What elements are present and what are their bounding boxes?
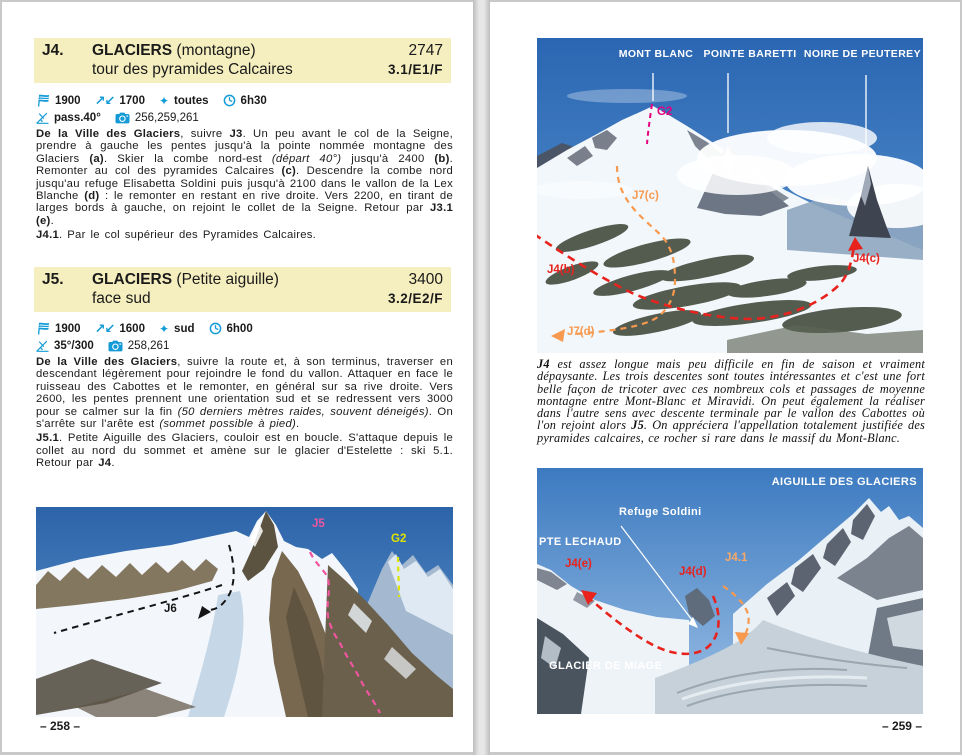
route-header-j4 <box>34 38 451 83</box>
page-gutter <box>473 0 490 755</box>
route-label-g2: G2 <box>391 533 407 545</box>
camera-icon <box>115 112 130 124</box>
orientation-stat: ✦ toutes <box>158 93 209 108</box>
up-down-arrows-icon: ↗↙ <box>94 92 115 108</box>
ascent-stat: 1900 <box>36 322 81 335</box>
route-subtitle: face sud <box>92 290 151 307</box>
slope-angle-icon <box>36 340 49 352</box>
route-description-j5 <box>36 356 453 472</box>
duration-stat: 6h30 <box>223 94 267 107</box>
route-grade: 3.2/E2/F <box>387 291 443 306</box>
route-header-j5 <box>34 267 451 312</box>
slope-stat: pass.40° <box>36 112 101 124</box>
route-grade: 3.1/E1/F <box>387 62 443 77</box>
glacier-label-miage: GLACIER DE MIAGE <box>549 660 663 672</box>
orientation-diamond-icon: ✦ <box>158 93 170 108</box>
clock-icon <box>223 94 236 107</box>
orientation-diamond-icon: ✦ <box>158 321 170 336</box>
slope-angle-icon <box>36 112 49 124</box>
flag-icon <box>36 322 50 335</box>
route-stats-j4 <box>36 92 453 126</box>
route-photo-petite-aiguille <box>36 507 453 717</box>
route-description-j4 <box>36 128 453 244</box>
paragraph-variant: J5.1. Petite Aiguille des Glaciers, couloir est en boucle. S'attaque depuis le collet au nord du sommet et amène sur le glacier d'Estelette : ski 5.1. Retour par J4. <box>36 432 453 470</box>
peak-label-mont-blanc: MONT BLANC <box>618 48 694 60</box>
duration-stat: 6h00 <box>209 322 253 335</box>
peak-label-pte-lechaud: PTE LECHAUD <box>539 536 622 548</box>
page-left <box>2 2 473 752</box>
route-code: J5. <box>42 271 64 288</box>
camera-icon <box>108 340 123 352</box>
mountain-photo-illustration <box>537 38 923 353</box>
mountain-photo-illustration <box>537 468 923 714</box>
flag-icon <box>36 94 50 107</box>
slope-stat: 35°/300 <box>36 340 94 352</box>
route-title: GLACIERS (montagne) <box>92 42 256 59</box>
photo-caption: J4 est assez longue mais peu difficile en fin de saison et vraiment dépaysante. Les trois descentes sont toutes intéressantes et c'est une fort belle façon de tricoter avec ces nombreux cols et passages de moyenne montagne entre Mont-Blanc et Miravidi. On peut également la réaliser dans l'autre sens avec descente terminale par le vallon des Cabottes où l'on rejoint alors J5. On appréciera l'appellation totalement justifiée des pyramides calcaires, ce rocher si rare dans le massif du Mont-Blanc. <box>537 357 925 445</box>
route-label-g2: G2 <box>657 106 673 118</box>
route-code: J4. <box>42 42 64 59</box>
route-photo-mont-blanc <box>537 38 923 353</box>
route-stats-j5 <box>36 320 453 354</box>
route-label-j4e: J4(e) <box>565 558 592 570</box>
paragraph: De la Ville des Glaciers, suivre J3. Un peu avant le col de la Seigne, prendre à gauche les pentes jusqu'à la pointe nommée montagne des Glaciers (a). Skier la combe nord-est (départ 40°) jusqu'à 2400 (b). Remonter au col des pyramides Calcaires (c). Descendre la combe nord jusqu'au refuge Elisabetta Soldini puis jusqu'à 2100 dans le vallon de la Lex Blanche (d) : le remonter en restant en rive droite. Vers 2200, en tirant de larges bords à gauche, on rejoint le collet de la Seigne. Retour par J3.1 (e). <box>36 128 453 227</box>
route-photo-aiguille-des-glaciers <box>537 468 923 714</box>
paragraph-variant: J4.1. Par le col supérieur des Pyramides Calcaires. <box>36 229 317 242</box>
page-right <box>490 2 960 752</box>
paragraph: De la Ville des Glaciers, suivre la route et, à son terminus, traverser en descendant légèrement pour rejoindre le fond du vallon. Attaquer en face le ruisseau des Cabottes et le remonter, en général sur sa rive droite. Vers 2600, les pentes prennent une orientation sud et se redressent vers 3000 pour se calmer sur la fin (50 derniers mètres raides, souvent déneigés). On s'arrête sur l'arête est (sommet possible à pied). <box>36 356 453 431</box>
ascent-stat: 1900 <box>36 94 81 107</box>
peak-label-pointe-baretti: POINTE BARETTI <box>703 48 797 60</box>
peak-label-noire-de-peuterey: NOIRE DE PEUTEREY <box>803 48 921 60</box>
route-label-j4b: J4(b) <box>547 264 575 276</box>
route-label-j5: J5 <box>312 518 325 530</box>
descent-stat: ↗↙ 1600 <box>94 320 145 336</box>
route-altitude: 3400 <box>408 271 443 288</box>
route-title: GLACIERS (Petite aiguille) <box>92 271 279 288</box>
peak-label-aiguille-des-glaciers: AIGUILLE DES GLACIERS <box>771 476 917 488</box>
route-label-j4c: J4(c) <box>853 253 880 265</box>
route-label-j6: J6 <box>164 603 177 615</box>
clock-icon <box>209 322 222 335</box>
up-down-arrows-icon: ↗↙ <box>94 320 115 336</box>
descent-stat: ↗↙ 1700 <box>94 92 145 108</box>
orientation-stat: ✦ sud <box>158 321 195 336</box>
page-number-right: – 259 – <box>881 719 922 733</box>
photo-refs-stat: 256,259,261 <box>115 112 199 124</box>
photo-refs-stat: 258,261 <box>108 340 170 352</box>
route-label-j7d: J7(d) <box>567 326 595 338</box>
route-label-j7c: J7(c) <box>632 190 659 202</box>
route-label-j41: J4.1 <box>725 552 748 564</box>
route-subtitle: tour des pyramides Calcaires <box>92 61 293 78</box>
route-altitude: 2747 <box>408 42 443 59</box>
page-number-left: – 258 – <box>40 719 81 733</box>
refuge-label: Refuge Soldini <box>619 506 702 518</box>
route-label-j4d: J4(d) <box>679 566 707 578</box>
